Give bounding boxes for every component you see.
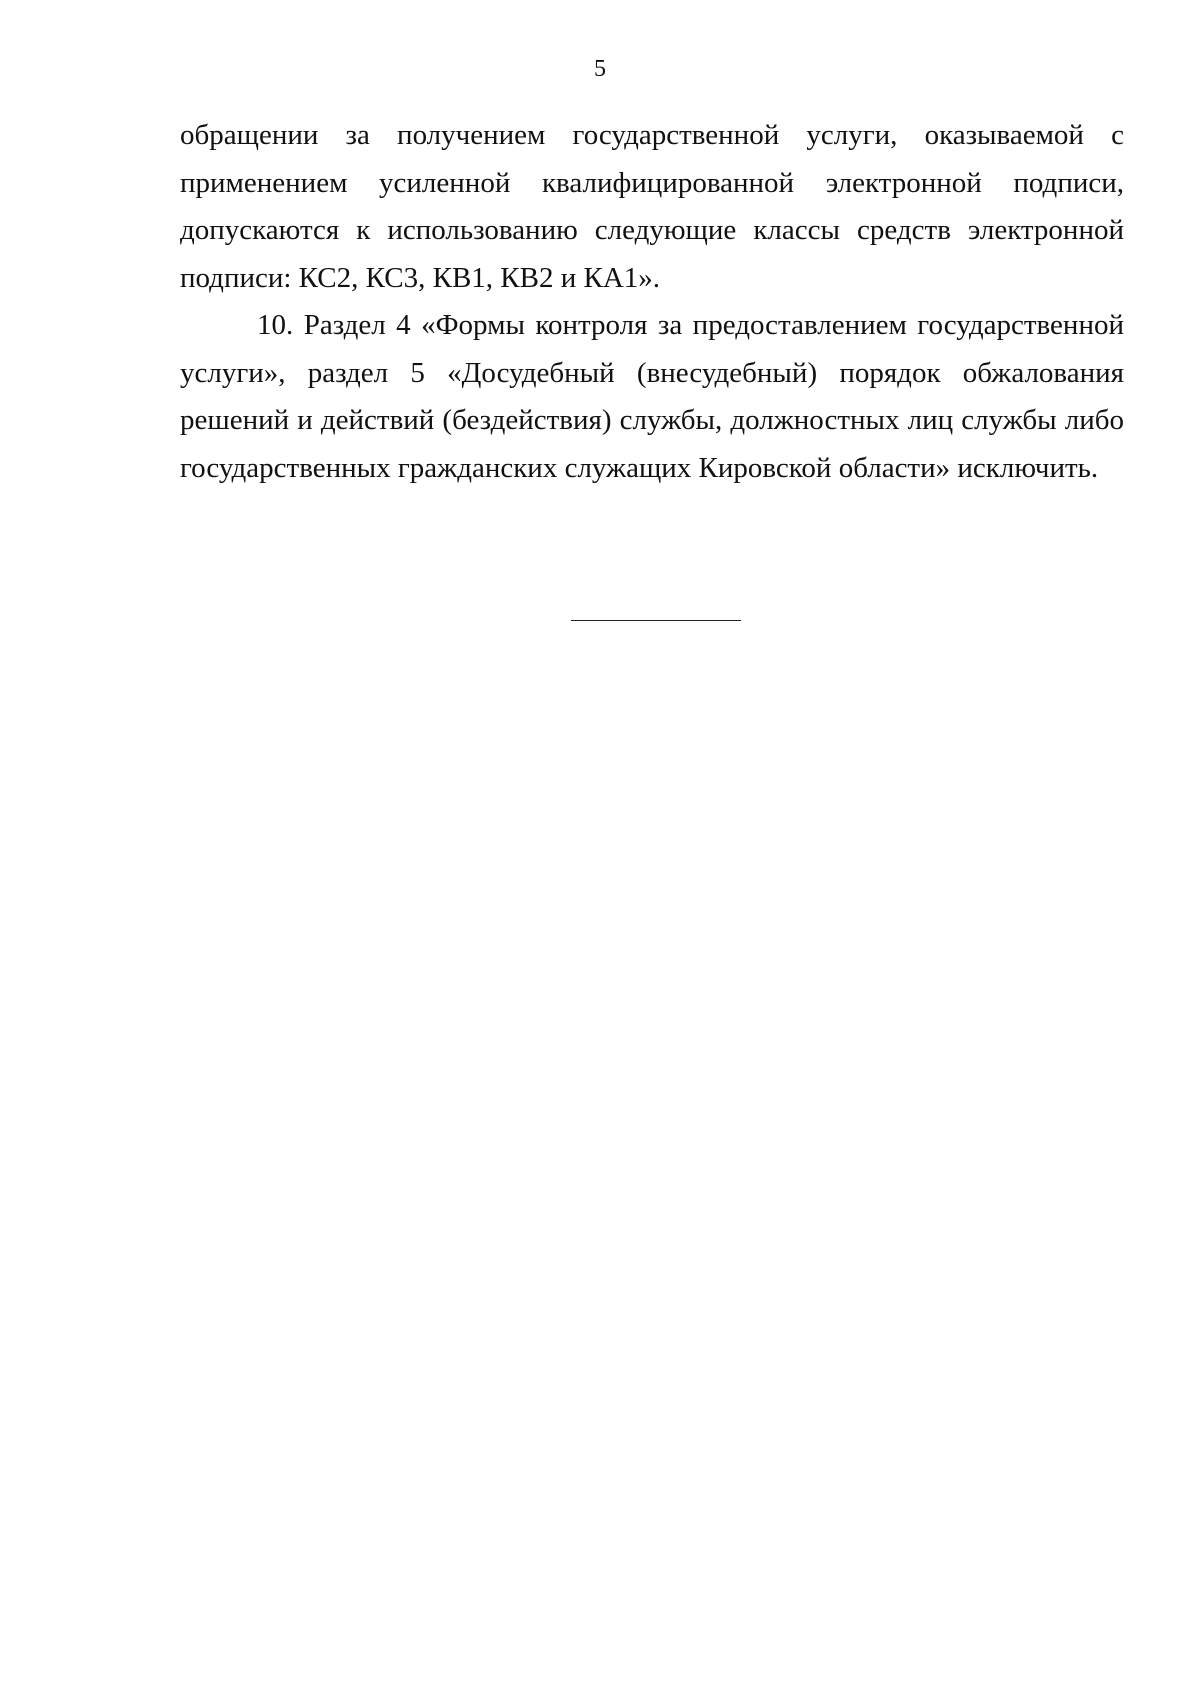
end-of-document-rule <box>571 620 741 621</box>
paragraph-continuation <box>180 112 1124 302</box>
text-line: обращении за получением государственной услуги, оказываемой с <box>180 119 1124 151</box>
document-body <box>180 112 1124 492</box>
text-line: 10. Раздел 4 «Формы контроля за предоставлением государственной <box>257 309 1124 341</box>
text-line: услуги», раздел 5 «Досудебный (внесудебный) порядок обжалования <box>180 356 1124 389</box>
page-number: 5 <box>594 56 606 82</box>
text-line: применением усиленной квалифицированной электронной подписи, <box>180 166 1124 199</box>
text-line: допускаются к использованию следующие классы средств электронной <box>180 214 1124 246</box>
text-line: подписи: КС2, КС3, КВ1, КВ2 и КА1». <box>180 261 661 294</box>
text-line: решений и действий (бездействия) службы, должностных лиц службы либо <box>180 404 1124 436</box>
paragraph-item-10 <box>180 302 1124 492</box>
text-line: государственных гражданских служащих Кировской области» исключить. <box>180 451 1099 484</box>
